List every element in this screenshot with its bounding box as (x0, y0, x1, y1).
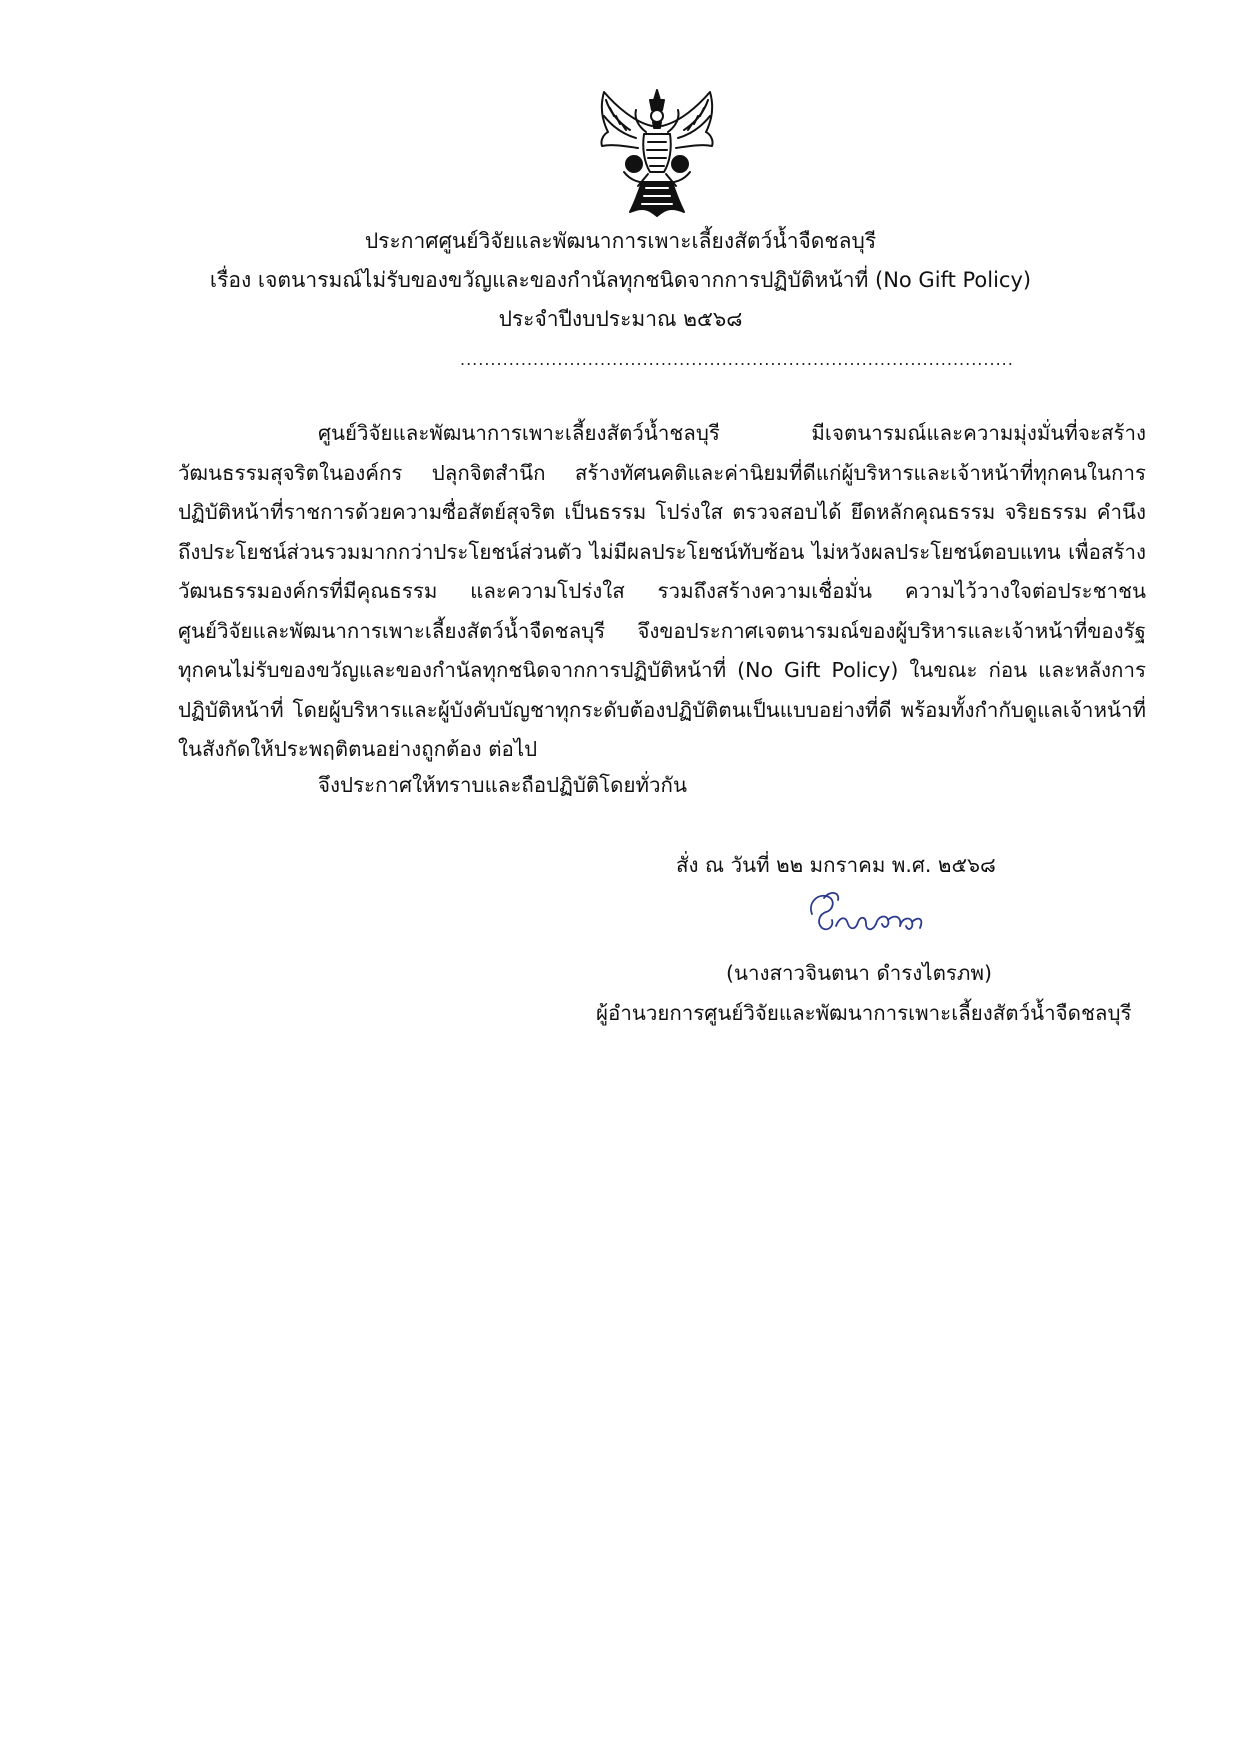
signer-position: ผู้อำนวยการศูนย์วิจัยและพัฒนาการเพาะเลี้ยงสัตว์น้ำจืดชลบุรี (596, 1001, 1132, 1025)
closing-statement: จึงประกาศให้ทราบและถือปฏิบัติโดยทั่วกัน (318, 773, 687, 797)
announcement-subject: เรื่อง เจตนารมณ์ไม่รับของขวัญและของกำนัลทุกชนิดจากการปฏิบัติหน้าที่ (No Gift Policy) (209, 268, 1032, 292)
handwritten-signature (790, 886, 940, 956)
announcement-heading: ประกาศศูนย์วิจัยและพัฒนาการเพาะเลี้ยงสัตว์น้ำจืดชลบุรี (364, 229, 877, 253)
order-date: สั่ง ณ วันที่ ๒๒ มกราคม พ.ศ. ๒๕๖๘ (676, 853, 996, 877)
garuda-emblem-icon (594, 86, 720, 218)
dotted-separator: ........................................................................................... (460, 350, 1014, 369)
signer-name: (นางสาวจินตนา ดำรงไตรภพ) (726, 961, 992, 985)
announcement-body: ศูนย์วิจัยและพัฒนาการเพาะเลี้ยงสัตว์น้ำชลบุรี มีเจตนารมณ์และความมุ่งมั่นที่จะสร้างวัฒนธรรมสุจริตในองค์กร ปลุกจิตสำนึก สร้างทัศนคติและค่านิยมที่ดีแก่ผู้บริหารและเจ้าหน้าที่ทุกคนในการปฏิบัติหน้าที่ราชการด้วยความซื่อสัตย์สุจริต เป็นธรรม โปร่งใส ตรวจสอบได้ ยึดหลักคุณธรรม จริยธรรม คำนึงถึงประโยชน์ส่วนรวมมากกว่าประโยชน์ส่วนตัว ไม่มีผลประโยชน์ทับซ้อน ไม่หวังผลประโยชน์ตอบแทน เพื่อสร้างวัฒนธรรมองค์กรที่มีคุณธรรม และความโปร่งใส รวมถึงสร้างความเชื่อมั่น ความไว้วางใจต่อประชาชน ศูนย์วิจัยและพัฒนาการเพาะเลี้ยงสัตว์น้ำจืดชลบุรี จึงขอประกาศเจตนารมณ์ของผู้บริหารและเจ้าหน้าที่ของรัฐทุกคนไม่รับของขวัญและของกำนัลทุกชนิดจากการปฏิบัติหน้าที่ (No Gift Policy) ในขณะ ก่อน และหลังการปฏิบัติหน้าที่ โดยผู้บริหารและผู้บังคับบัญชาทุกระดับต้องปฏิบัติตนเป็นแบบอย่างที่ดี พร้อมทั้งกำกับดูแลเจ้าหน้าที่ในสังกัดให้ประพฤติตนอย่างถูกต้อง ต่อไป (178, 421, 1146, 761)
fiscal-year-line: ประจำปีงบประมาณ ๒๕๖๘ (498, 307, 743, 331)
